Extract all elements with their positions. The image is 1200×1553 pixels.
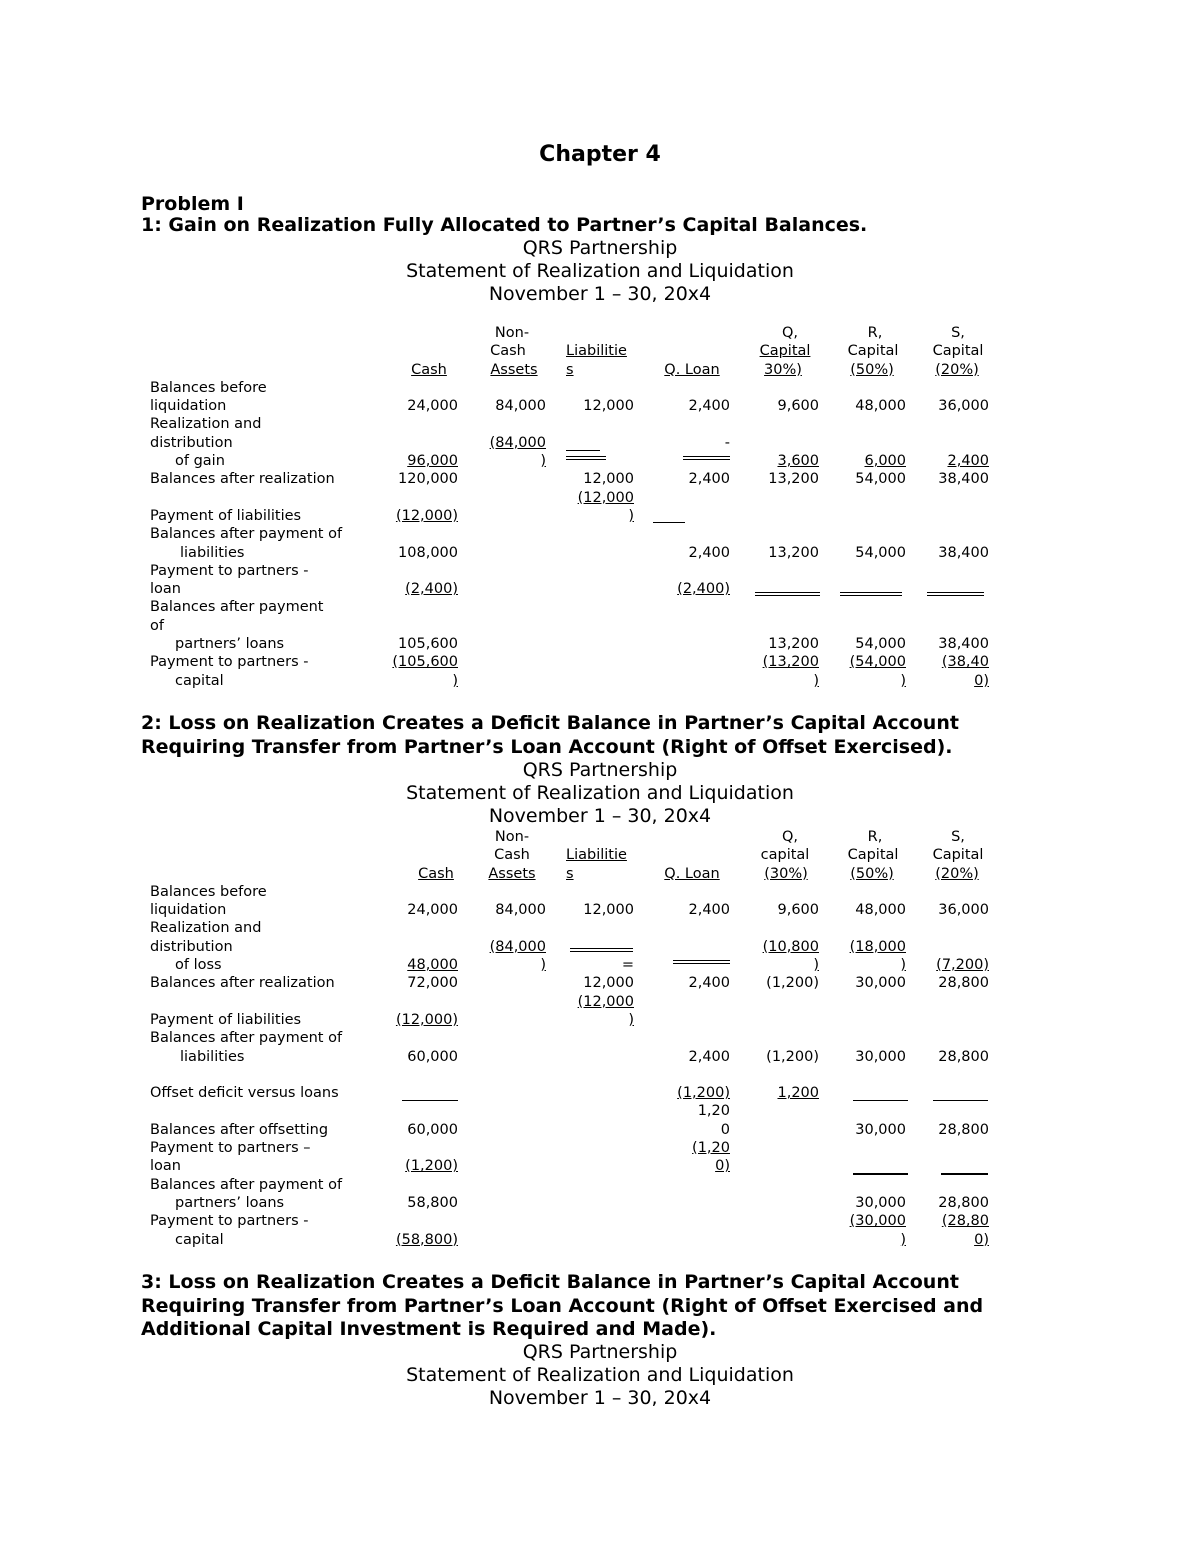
cell-noncash: ) — [540, 957, 546, 974]
hdr-s-1: S, — [951, 829, 965, 845]
cell-loan: (2,400) — [677, 581, 730, 598]
table-row — [150, 1121, 1000, 1139]
row-label: capital — [175, 672, 224, 689]
cell-q: 13,200 — [768, 636, 819, 653]
cell-r: ) — [900, 957, 906, 974]
cell-liab: 12,000 — [583, 398, 634, 415]
hdr-noncash-1: Non- — [494, 325, 530, 341]
section-3-company: QRS Partnership — [522, 1341, 678, 1363]
double-underline — [673, 960, 730, 964]
row-label: Payment to partners – — [150, 1140, 311, 1157]
table-row — [150, 938, 1000, 956]
cell-cash: 58,800 — [407, 1194, 458, 1211]
cell-liab: (12,000 — [577, 993, 634, 1010]
table-row — [150, 415, 1000, 433]
table-row — [150, 635, 1000, 653]
row-label: Balances after payment of — [150, 526, 343, 543]
double-underline — [755, 592, 820, 596]
table-row — [150, 672, 1000, 690]
hdr-s-1: S, — [951, 325, 965, 341]
section-1-statement: Statement of Realization and Liquidation — [406, 260, 794, 282]
section-3-period: November 1 – 30, 20x4 — [488, 1387, 712, 1409]
hdr-loan: Q. Loan — [664, 361, 720, 378]
cell-loan: 0 — [720, 1121, 730, 1138]
cell-liab: 12,000 — [583, 902, 634, 919]
section-1-title: 1: Gain on Realization Fully Allocated to Partner’s Capital Balances. — [141, 214, 868, 236]
hdr-liab-1: Liabilitie — [566, 343, 627, 360]
cell-r: 48,000 — [855, 902, 906, 919]
table-row — [150, 1231, 1000, 1249]
cell-cash: 60,000 — [407, 1048, 458, 1065]
cell-loan: (1,200) — [677, 1085, 730, 1102]
hdr-loan: Q. Loan — [664, 865, 720, 882]
row-label: liabilities — [180, 544, 245, 561]
cell-liab: 12,000 — [583, 975, 634, 992]
section-2-title: 2: Loss on Realization Creates a Deficit Balance in Partner’s Capital Account Requiring Transfer from Partner’s Loan Account (Right of Offset Exercised). — [141, 712, 959, 758]
hdr-s-2: Capital — [932, 847, 984, 864]
cell-r: ) — [900, 1231, 906, 1248]
hdr-r-2: Capital — [847, 847, 899, 864]
row-label: Payment of liabilities — [150, 507, 302, 524]
cell-s: 38,400 — [938, 471, 989, 488]
cell-r: 54,000 — [855, 544, 906, 561]
hdr-q-2: Capital — [759, 343, 811, 360]
cell-cash: (12,000) — [395, 1011, 458, 1028]
cell-loan: 2,400 — [688, 544, 730, 561]
cell-loan: (1,20 — [692, 1140, 730, 1157]
double-underline — [927, 592, 984, 596]
row-label: Realization and — [150, 920, 262, 937]
cell-liab: = — [621, 957, 634, 974]
table-row — [150, 1194, 1000, 1212]
hdr-q-2: capital — [760, 847, 810, 864]
table-row — [150, 1084, 1000, 1102]
table-row — [150, 507, 1000, 525]
double-underline — [683, 456, 730, 460]
cell-q: 1,200 — [777, 1085, 819, 1102]
cell-s: 28,800 — [938, 975, 989, 992]
row-label: Offset deficit versus loans — [150, 1085, 339, 1102]
row-label: Balances after realization — [150, 471, 335, 488]
header-row — [150, 846, 1000, 864]
section-2-statement: Statement of Realization and Liquidation — [406, 782, 794, 804]
table-row — [150, 397, 1000, 415]
row-label: Balances after offsetting — [150, 1121, 329, 1138]
cell-q: 13,200 — [768, 544, 819, 561]
hdr-s-2: Capital — [932, 343, 984, 360]
section-1-table — [150, 324, 1000, 690]
table-row — [150, 653, 1000, 671]
cell-r: 54,000 — [855, 636, 906, 653]
table-row — [150, 974, 1000, 992]
table-row — [150, 379, 1000, 397]
hdr-s-3: (20%) — [935, 865, 979, 882]
cell-s: 28,800 — [938, 1048, 989, 1065]
row-label: Balances after payment of — [150, 1176, 343, 1193]
header-row — [150, 342, 1000, 360]
cell-liab: (12,000 — [577, 489, 634, 506]
row-label: distribution — [150, 938, 233, 955]
header-row — [150, 828, 1000, 846]
table-row — [150, 1029, 1000, 1047]
section-2-period: November 1 – 30, 20x4 — [488, 805, 712, 827]
cell-loan: 1,20 — [697, 1103, 730, 1120]
cell-cash: (58,800) — [395, 1231, 458, 1248]
underline — [653, 522, 685, 523]
cell-cash: 120,000 — [398, 471, 458, 488]
hdr-s-3: (20%) — [935, 361, 979, 378]
cell-loan: 0) — [715, 1158, 730, 1175]
cell-loan: - — [724, 434, 730, 451]
row-label: partners’ loans — [175, 636, 285, 653]
cell-liab: 12,000 — [583, 471, 634, 488]
table-row — [150, 525, 1000, 543]
hdr-r-1: R, — [867, 829, 883, 845]
cell-q: (1,200) — [766, 1048, 819, 1065]
row-label: Payment to partners - — [150, 654, 309, 671]
cell-r: 54,000 — [855, 471, 906, 488]
hdr-r-3: (50%) — [850, 865, 894, 882]
cell-noncash: 84,000 — [495, 902, 546, 919]
table-row — [150, 993, 1000, 1011]
table-row — [150, 1176, 1000, 1194]
section-3-statement: Statement of Realization and Liquidation — [406, 1364, 794, 1386]
cell-cash: ) — [452, 672, 458, 689]
hdr-noncash-3: Assets — [490, 361, 538, 378]
cell-cash: 48,000 — [407, 957, 458, 974]
table-row — [150, 470, 1000, 488]
cell-cash: (2,400) — [405, 581, 458, 598]
row-label: Balances after payment — [150, 599, 324, 616]
table-row — [150, 919, 1000, 937]
cell-q: ) — [813, 672, 819, 689]
row-label: of loss — [175, 957, 222, 974]
table-row — [150, 1011, 1000, 1029]
cell-s: 36,000 — [938, 398, 989, 415]
row-label: of gain — [175, 453, 225, 470]
hdr-noncash-3: Assets — [488, 865, 536, 882]
cell-r: (54,000 — [849, 654, 906, 671]
cell-loan: 2,400 — [688, 398, 730, 415]
underline — [853, 1100, 908, 1101]
header-row — [150, 865, 1000, 883]
cell-r: 30,000 — [855, 1048, 906, 1065]
header-row — [150, 324, 1000, 342]
row-label: liquidation — [150, 398, 227, 415]
row-label: loan — [150, 1158, 181, 1175]
table-row — [150, 452, 1000, 470]
section-1-company: QRS Partnership — [522, 237, 678, 259]
cell-cash: (1,200) — [405, 1158, 458, 1175]
hdr-cash: Cash — [411, 361, 447, 378]
cell-noncash: ) — [540, 453, 546, 470]
cell-cash: (105,600 — [392, 654, 458, 671]
table-row — [150, 580, 1000, 598]
cell-s: 2,400 — [947, 453, 989, 470]
row-label: distribution — [150, 434, 233, 451]
row-label: Balances after payment of — [150, 1030, 343, 1047]
cell-r: (18,000 — [849, 938, 906, 955]
row-label: Realization and — [150, 416, 262, 433]
table-row — [150, 901, 1000, 919]
double-underline — [840, 592, 902, 596]
cell-cash: 105,600 — [398, 636, 458, 653]
cell-cash: 24,000 — [407, 902, 458, 919]
hdr-liab-2: s — [566, 361, 574, 378]
cell-q: 3,600 — [777, 453, 819, 470]
table-row — [150, 489, 1000, 507]
cell-q: 9,600 — [777, 902, 819, 919]
cell-loan: 2,400 — [688, 975, 730, 992]
hdr-q-3: (30%) — [764, 865, 808, 882]
cell-s: (28,80 — [941, 1213, 989, 1230]
cell-s: 38,400 — [938, 544, 989, 561]
row-label: capital — [175, 1231, 224, 1248]
cell-liab: ) — [628, 507, 634, 524]
hdr-noncash-2: Cash — [494, 847, 530, 864]
hdr-r-3: (50%) — [850, 361, 894, 378]
cell-r: 30,000 — [855, 1194, 906, 1211]
underline — [566, 450, 600, 451]
row-label: Balances before — [150, 379, 267, 396]
cell-q: 9,600 — [777, 398, 819, 415]
header-row — [150, 361, 1000, 379]
cell-s: (38,40 — [941, 654, 989, 671]
cell-loan: 2,400 — [688, 471, 730, 488]
chapter-title: Chapter 4 — [539, 142, 661, 167]
row-label: Payment to partners - — [150, 562, 309, 579]
cell-s: 36,000 — [938, 902, 989, 919]
table-row — [150, 1102, 1000, 1120]
cell-s: (7,200) — [936, 957, 989, 974]
double-underline — [570, 948, 633, 952]
cell-r: 30,000 — [855, 975, 906, 992]
cell-s: 0) — [974, 1231, 989, 1248]
hdr-noncash-1: Non- — [494, 829, 530, 845]
table-row — [150, 544, 1000, 562]
hdr-q-1: Q, — [781, 829, 799, 845]
table-row — [150, 1212, 1000, 1230]
cell-loan: 2,400 — [688, 902, 730, 919]
cell-q: (10,800 — [762, 938, 819, 955]
cell-q: (13,200 — [762, 654, 819, 671]
problem-label: Problem I — [141, 193, 244, 215]
row-label: loan — [150, 581, 181, 598]
double-underline — [566, 456, 606, 460]
row-label: partners’ loans — [175, 1194, 285, 1211]
cell-s: 28,800 — [938, 1194, 989, 1211]
row-label: Balances before — [150, 883, 267, 900]
row-label: of — [150, 617, 164, 634]
table-row — [150, 598, 1000, 616]
row-label: liquidation — [150, 902, 227, 919]
cell-s: 38,400 — [938, 636, 989, 653]
table-row — [150, 434, 1000, 452]
table-row — [150, 956, 1000, 974]
cell-r: (30,000 — [849, 1213, 906, 1230]
section-2-table — [150, 828, 1000, 1249]
table-row — [150, 883, 1000, 901]
section-3-title: 3: Loss on Realization Creates a Deficit Balance in Partner’s Capital Account Requiring Transfer from Partner’s Loan Account (Right of Offset Exercised and Additional Capital Investment is Required and Made). — [141, 1271, 984, 1340]
cell-q: (1,200) — [766, 975, 819, 992]
cell-cash: 108,000 — [398, 544, 458, 561]
row-label: liabilities — [180, 1048, 245, 1065]
hdr-cash: Cash — [418, 865, 454, 882]
section-2-company: QRS Partnership — [522, 759, 678, 781]
cell-cash: 24,000 — [407, 398, 458, 415]
row-label: Payment to partners - — [150, 1213, 309, 1230]
cell-s: 0) — [974, 672, 989, 689]
cell-noncash: (84,000 — [489, 434, 546, 451]
underline — [933, 1100, 988, 1101]
table-row — [150, 1048, 1000, 1066]
cell-q: ) — [813, 957, 819, 974]
underline — [402, 1100, 458, 1101]
cell-liab: ) — [628, 1011, 634, 1028]
row-label: Balances after realization — [150, 975, 335, 992]
cell-r: 48,000 — [855, 398, 906, 415]
row-label: Payment of liabilities — [150, 1011, 302, 1028]
cell-cash: 72,000 — [407, 975, 458, 992]
cell-q: 13,200 — [768, 471, 819, 488]
hdr-r-2: Capital — [847, 343, 899, 360]
table-row — [150, 617, 1000, 635]
hdr-liab-1: Liabilitie — [566, 847, 627, 864]
cell-cash: 96,000 — [407, 453, 458, 470]
cell-s: 28,800 — [938, 1121, 989, 1138]
hdr-noncash-2: Cash — [490, 343, 526, 360]
cell-noncash: 84,000 — [495, 398, 546, 415]
cell-r: ) — [900, 672, 906, 689]
table-row — [150, 1139, 1000, 1157]
table-row — [150, 562, 1000, 580]
cell-loan: 2,400 — [688, 1048, 730, 1065]
cell-r: 6,000 — [864, 453, 906, 470]
section-1-period: November 1 – 30, 20x4 — [488, 283, 712, 305]
table-row — [150, 1157, 1000, 1175]
hdr-r-1: R, — [867, 325, 883, 341]
cell-cash: (12,000) — [395, 507, 458, 524]
hdr-liab-2: s — [566, 865, 574, 882]
cell-r: 30,000 — [855, 1121, 906, 1138]
cell-noncash: (84,000 — [489, 938, 546, 955]
hdr-q-3: 30%) — [764, 361, 802, 378]
cell-cash: 60,000 — [407, 1121, 458, 1138]
spacer — [150, 1066, 1000, 1084]
hdr-q-1: Q, — [781, 325, 799, 341]
